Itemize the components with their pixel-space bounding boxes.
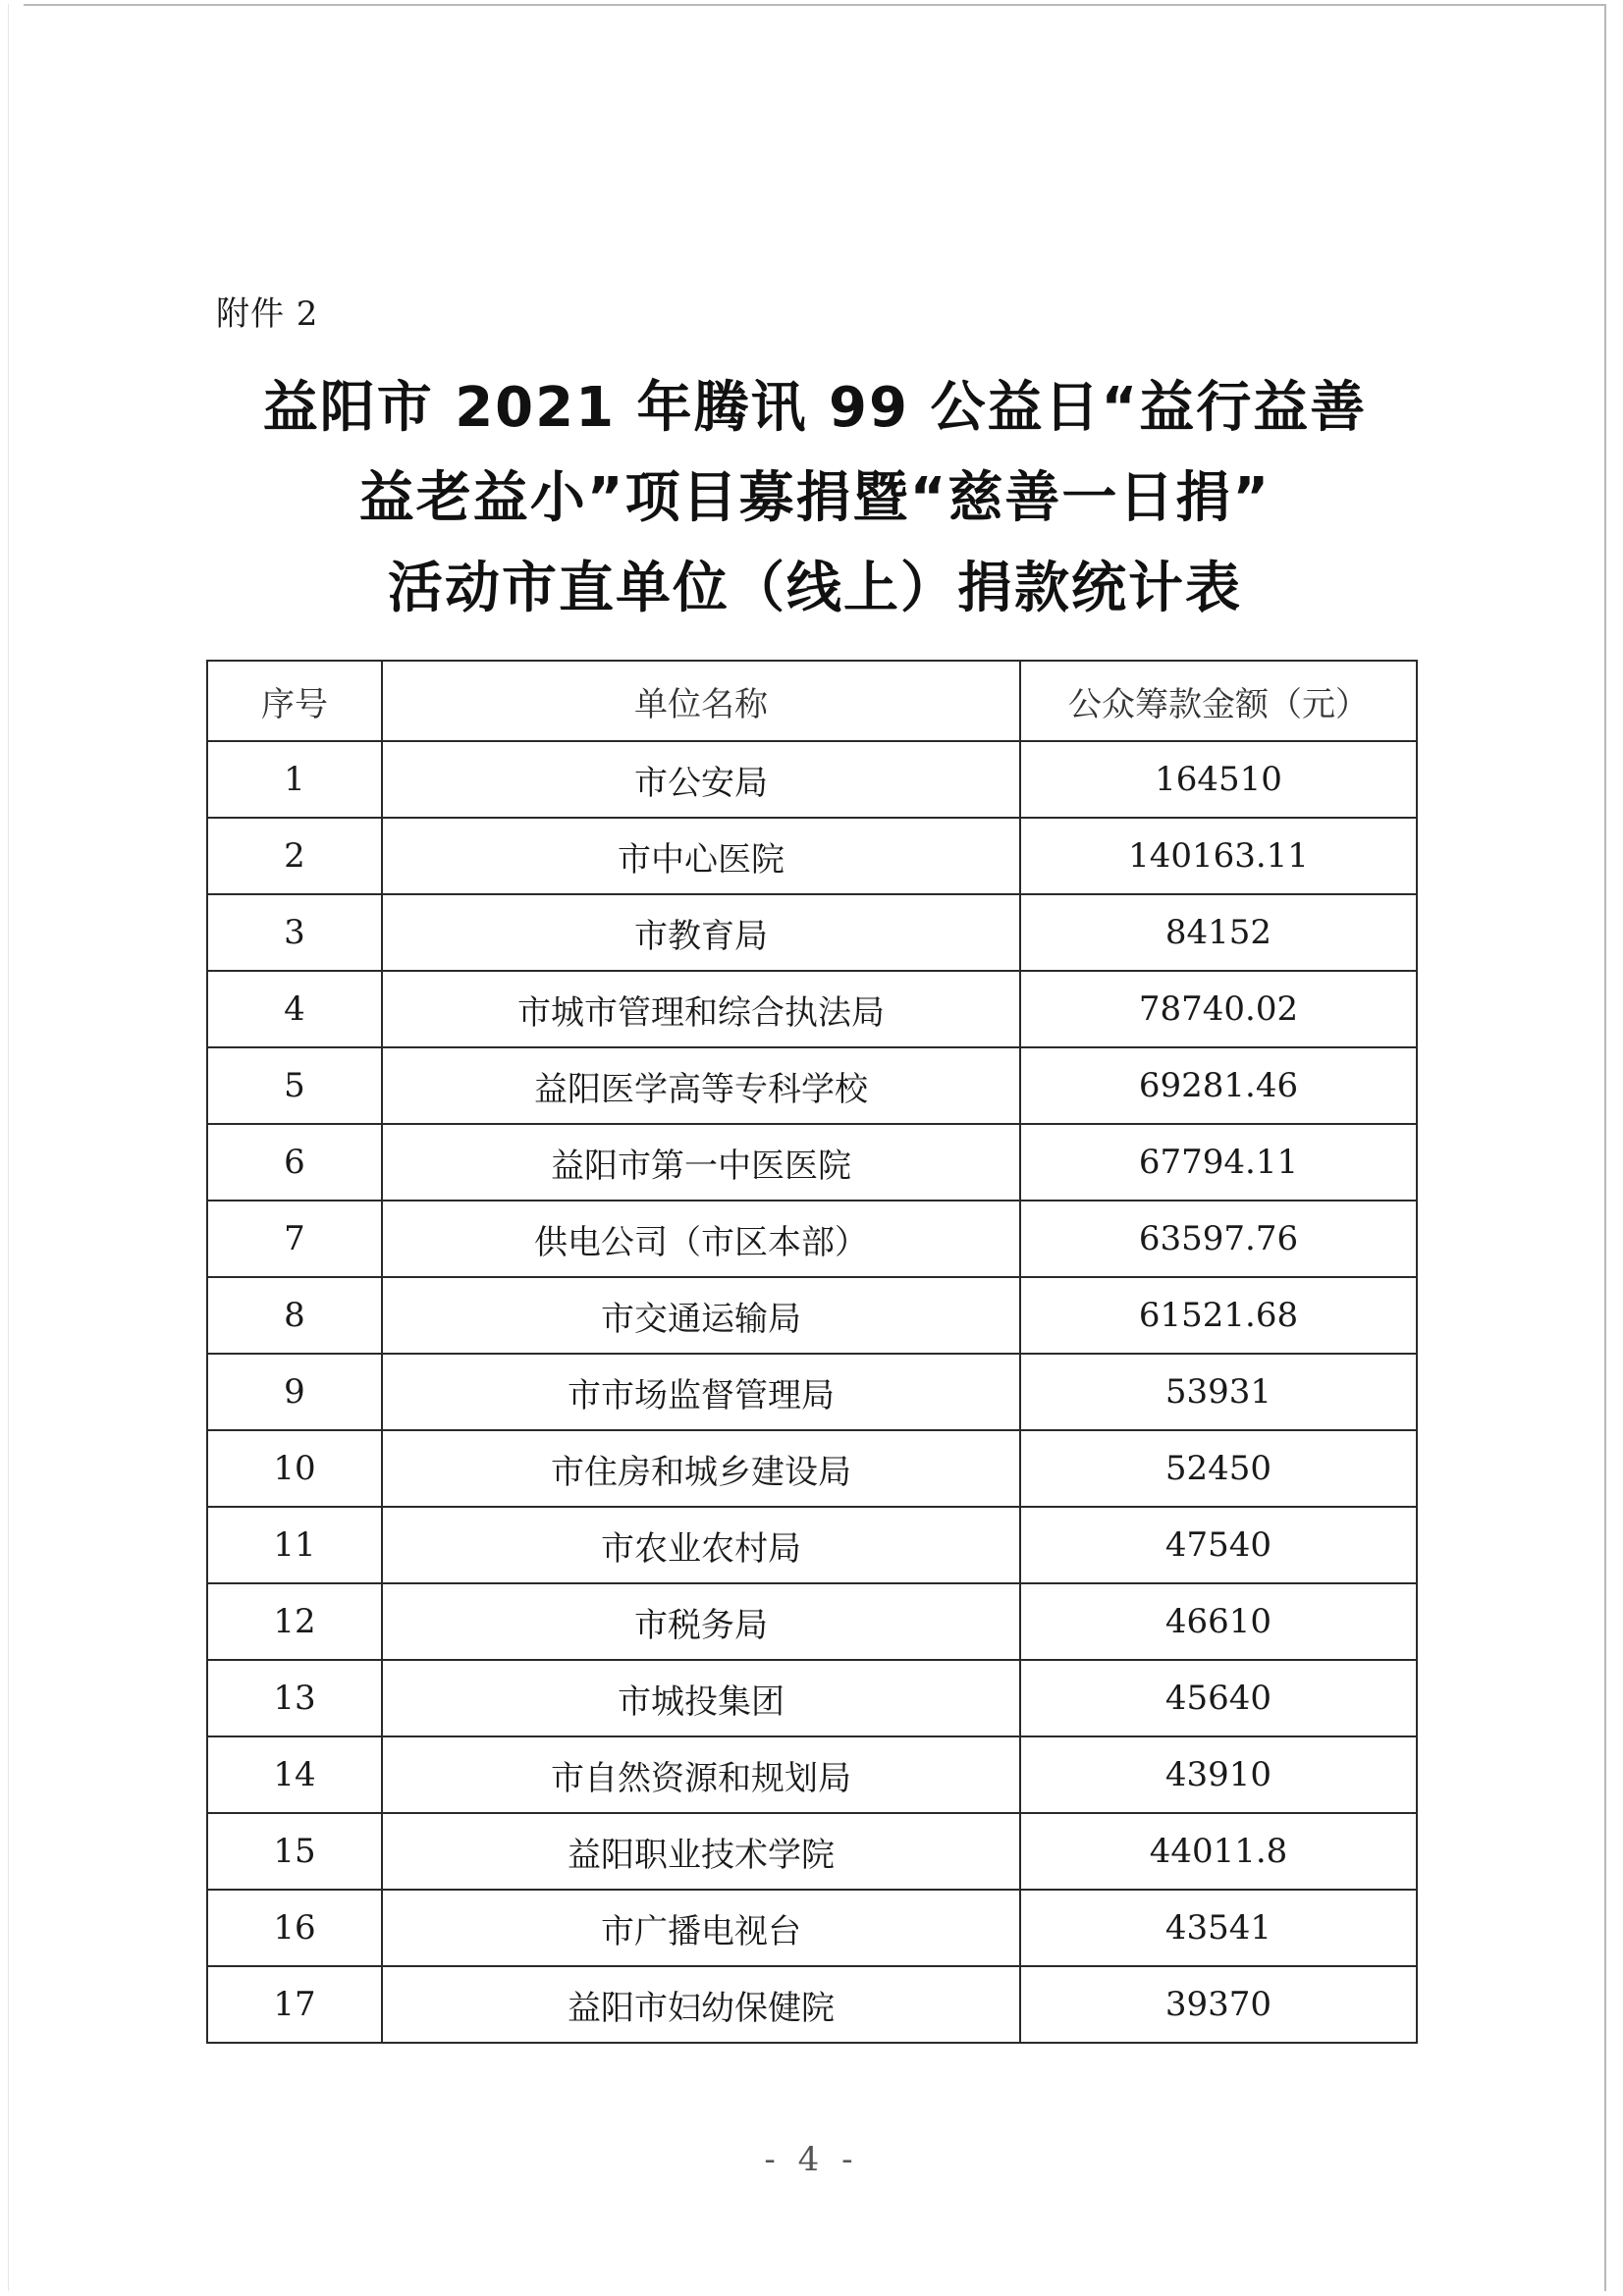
table-row — [207, 1813, 1417, 1890]
table-row — [207, 741, 1417, 818]
cell-seq: 10 — [207, 1430, 382, 1507]
cell-seq: 8 — [207, 1277, 382, 1354]
header-seq: 序号 — [207, 661, 382, 741]
cell-seq: 1 — [207, 741, 382, 818]
table-row — [207, 1430, 1417, 1507]
table-row — [207, 1507, 1417, 1583]
table-row — [207, 1736, 1417, 1813]
cell-amount: 43910 — [1020, 1736, 1417, 1813]
title-line: 活动市直单位（线上）捐款统计表 — [388, 557, 1242, 620]
donation-table — [206, 660, 1418, 2044]
cell-seq: 17 — [207, 1966, 382, 2043]
cell-amount: 63597.76 — [1020, 1201, 1417, 1277]
cell-unit-name: 市农业农村局 — [382, 1507, 1020, 1583]
cell-amount: 164510 — [1020, 741, 1417, 818]
table-row — [207, 1124, 1417, 1201]
cell-unit-name: 市中心医院 — [382, 818, 1020, 894]
cell-amount: 78740.02 — [1020, 971, 1417, 1047]
cell-seq: 6 — [207, 1124, 382, 1201]
cell-amount: 67794.11 — [1020, 1124, 1417, 1201]
header-unit-name: 单位名称 — [382, 661, 1020, 741]
cell-seq: 12 — [207, 1583, 382, 1660]
header-amount: 公众筹款金额（元） — [1020, 661, 1417, 741]
cell-amount: 53931 — [1020, 1354, 1417, 1430]
cell-unit-name: 益阳医学高等专科学校 — [382, 1047, 1020, 1124]
cell-amount: 44011.8 — [1020, 1813, 1417, 1890]
table-row — [207, 971, 1417, 1047]
cell-amount: 47540 — [1020, 1507, 1417, 1583]
cell-unit-name: 益阳市妇幼保健院 — [382, 1966, 1020, 2043]
table-body — [207, 741, 1417, 2043]
cell-unit-name: 市教育局 — [382, 894, 1020, 971]
cell-unit-name: 市公安局 — [382, 741, 1020, 818]
table-row — [207, 1583, 1417, 1660]
table-row — [207, 1660, 1417, 1736]
cell-amount: 84152 — [1020, 894, 1417, 971]
page-edge-top — [24, 4, 1604, 6]
table-row — [207, 1966, 1417, 2043]
table-row — [207, 894, 1417, 971]
cell-amount: 43541 — [1020, 1890, 1417, 1966]
cell-unit-name: 市税务局 — [382, 1583, 1020, 1660]
cell-seq: 9 — [207, 1354, 382, 1430]
page-edge-left — [8, 4, 9, 2291]
cell-seq: 15 — [207, 1813, 382, 1890]
cell-seq: 2 — [207, 818, 382, 894]
document-title — [177, 363, 1453, 634]
cell-unit-name: 供电公司（市区本部） — [382, 1201, 1020, 1277]
cell-unit-name: 市市场监督管理局 — [382, 1354, 1020, 1430]
cell-unit-name: 市广播电视台 — [382, 1890, 1020, 1966]
table-row — [207, 1047, 1417, 1124]
cell-amount: 69281.46 — [1020, 1047, 1417, 1124]
cell-amount: 140163.11 — [1020, 818, 1417, 894]
cell-seq: 7 — [207, 1201, 382, 1277]
cell-seq: 13 — [207, 1660, 382, 1736]
cell-seq: 16 — [207, 1890, 382, 1966]
title-line: 益老益小”项目募捐暨“慈善一日捐” — [358, 466, 1271, 530]
cell-seq: 11 — [207, 1507, 382, 1583]
cell-amount: 46610 — [1020, 1583, 1417, 1660]
cell-unit-name: 益阳市第一中医医院 — [382, 1124, 1020, 1201]
table-row — [207, 1277, 1417, 1354]
table-row — [207, 1201, 1417, 1277]
cell-amount: 39370 — [1020, 1966, 1417, 2043]
cell-unit-name: 益阳职业技术学院 — [382, 1813, 1020, 1890]
table-row — [207, 818, 1417, 894]
title-line: 益阳市 2021 年腾讯 99 公益日“益行益善 — [262, 376, 1368, 440]
cell-amount: 45640 — [1020, 1660, 1417, 1736]
cell-unit-name: 市交通运输局 — [382, 1277, 1020, 1354]
cell-unit-name: 市城投集团 — [382, 1660, 1020, 1736]
cell-amount: 61521.68 — [1020, 1277, 1417, 1354]
table-row — [207, 1354, 1417, 1430]
table-row — [207, 1890, 1417, 1966]
cell-unit-name: 市住房和城乡建设局 — [382, 1430, 1020, 1507]
cell-unit-name: 市城市管理和综合执法局 — [382, 971, 1020, 1047]
cell-unit-name: 市自然资源和规划局 — [382, 1736, 1020, 1813]
page-edge-right — [1604, 4, 1606, 2291]
table-header-row — [207, 661, 1417, 741]
cell-seq: 3 — [207, 894, 382, 971]
cell-amount: 52450 — [1020, 1430, 1417, 1507]
cell-seq: 5 — [207, 1047, 382, 1124]
cell-seq: 4 — [207, 971, 382, 1047]
attachment-label: 附件 2 — [216, 294, 319, 334]
cell-seq: 14 — [207, 1736, 382, 1813]
page-number: - 4 - — [764, 2140, 859, 2179]
